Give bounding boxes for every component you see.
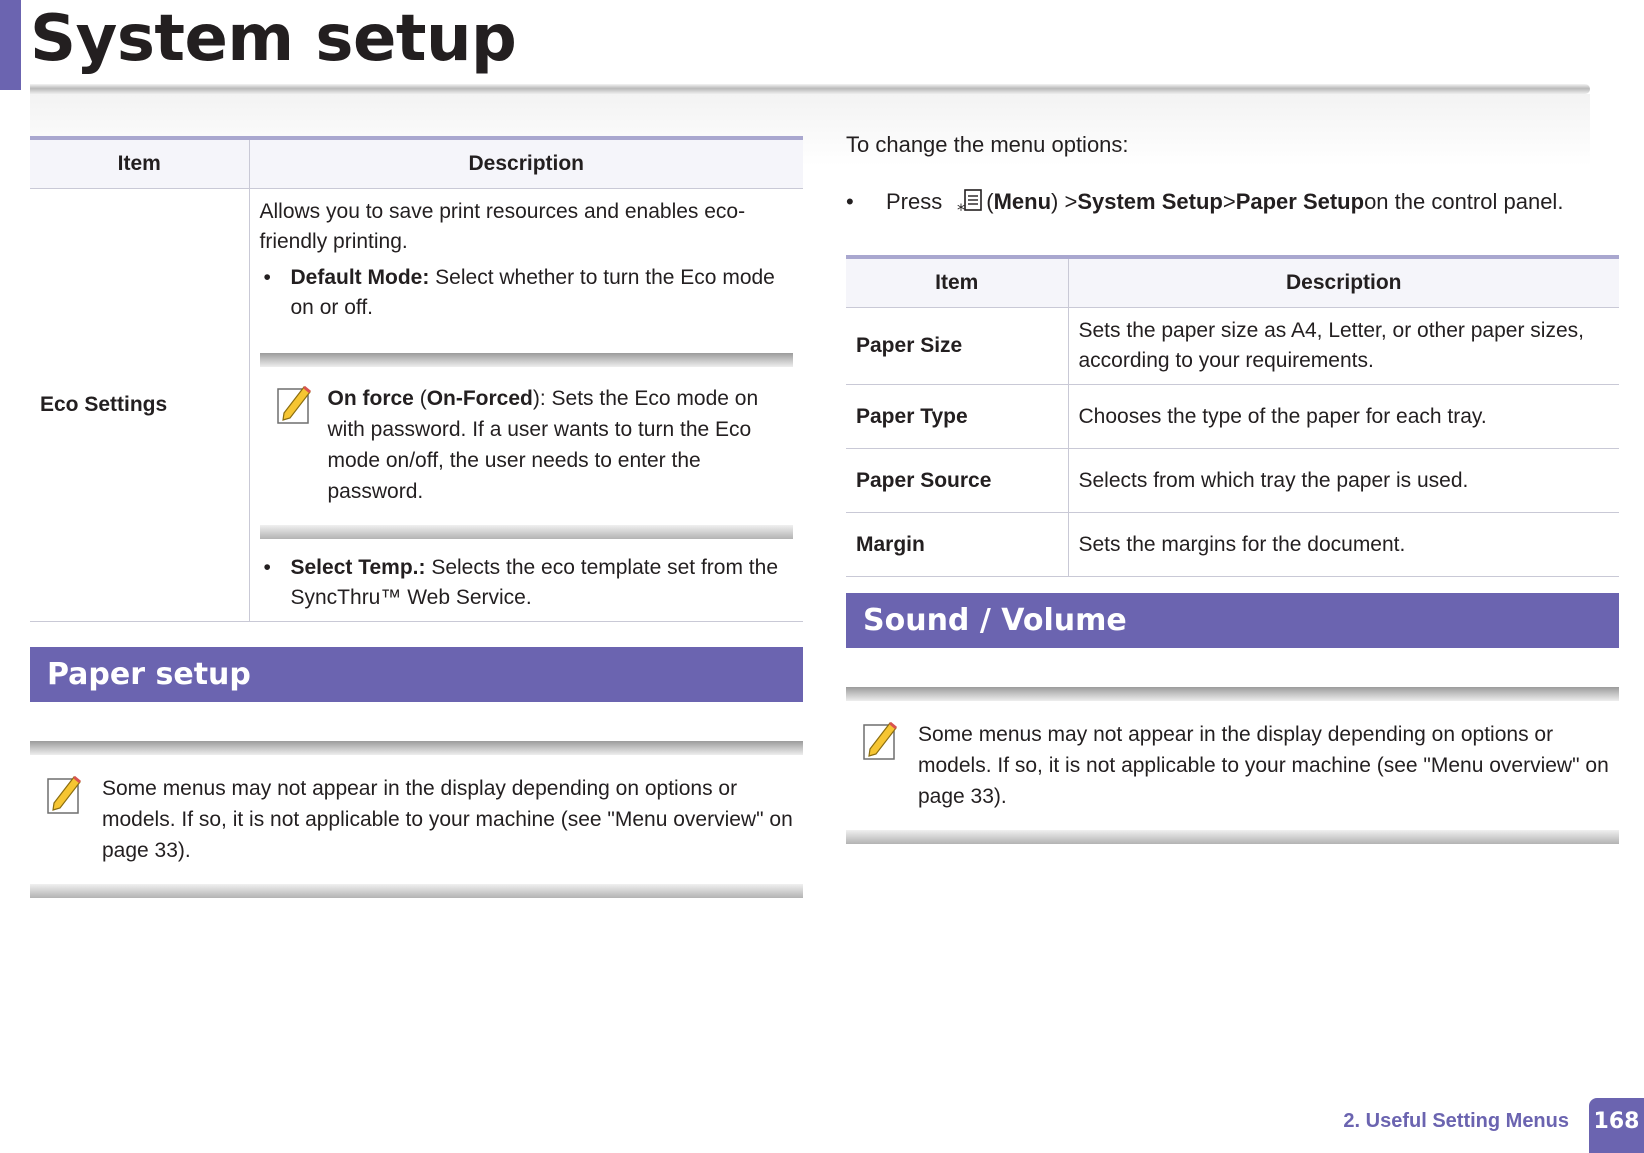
note-bottom-rule [260, 525, 794, 539]
paren-open: ( [986, 189, 994, 214]
page-number: 168 [1589, 1098, 1644, 1153]
menu-label: Menu [993, 189, 1052, 214]
select-temp-text: Selects the eco template set from the SyncThru™ Web Service. [290, 556, 778, 609]
on-force-note [260, 353, 794, 539]
eco-intro: Allows you to save print resources and enables eco-friendly printing. [259, 200, 746, 253]
column-header-item: Item [846, 257, 1068, 308]
table-row [846, 449, 1619, 513]
column-header-description: Description [1068, 257, 1619, 308]
section-header-sound-volume: Sound / Volume [846, 593, 1619, 648]
paper-setup-label: Paper Setup [1235, 189, 1365, 214]
bullet-select-temp [260, 553, 794, 613]
footer-chapter: 2. Useful Setting Menus [1343, 1110, 1569, 1132]
separator-2: > [1222, 189, 1236, 214]
row-description: Chooses the type of the paper for each tray. [1068, 385, 1619, 449]
column-header-item: Item [30, 138, 249, 189]
select-temp-label: Select Temp.: [290, 556, 426, 579]
svg-text:*: * [957, 200, 966, 216]
system-setup-label: System Setup [1077, 189, 1223, 214]
column-header-description: Description [249, 138, 803, 189]
default-mode-label: Default Mode: [290, 266, 430, 289]
instructions-step [846, 188, 1563, 216]
on-force-label: On force [327, 387, 414, 410]
row-description: Sets the paper size as A4, Letter, or other paper sizes, according to your requirements. [1068, 308, 1619, 385]
sound-volume-note-text: Some menus may not appear in the display depending on options or models. If so, it is not applicable to your machine (see "Menu overview" on page 33). [918, 723, 1609, 808]
eco-settings-description [249, 189, 803, 622]
table-row [846, 385, 1619, 449]
header-accent-bar [0, 0, 21, 90]
table-row [846, 513, 1619, 577]
note-bottom-rule [846, 830, 1619, 844]
table-header-row [846, 257, 1619, 308]
on-force-note-text [314, 383, 794, 507]
menu-icon [954, 188, 984, 216]
note-pencil-icon [860, 719, 900, 763]
default-mode-text: Select whether to turn the Eco mode on or off. [290, 266, 775, 319]
bullet-dot: • [263, 556, 271, 579]
note-paren: ( [413, 387, 427, 410]
note-top-rule [846, 687, 1619, 701]
instructions-intro: To change the menu options: [846, 132, 1129, 157]
table-row [846, 308, 1619, 385]
bullet-default-mode [260, 263, 794, 323]
section-header-paper-setup: Paper setup [30, 647, 803, 702]
on-forced-label: On-Forced [426, 387, 533, 410]
on-force-description: ): Sets the Eco mode on with password. If a user wants to turn the Eco mode on/off, the user needs to enter the password. [327, 387, 759, 503]
eco-settings-label: Eco Settings [30, 189, 249, 622]
press-label: Press [886, 189, 943, 214]
paper-setup-note-text: Some menus may not appear in the display depending on options or models. If so, it is not applicable to your machine (see "Menu overview" on page 33). [102, 777, 793, 862]
bullet-content [291, 263, 794, 323]
bullet-dot: • [846, 189, 854, 214]
row-item: Paper Type [846, 385, 1068, 449]
row-item: Paper Size [846, 308, 1068, 385]
sound-volume-note [846, 687, 1619, 844]
note-pencil-icon [274, 383, 314, 427]
bullet-dot: • [263, 266, 271, 289]
table-header-row [30, 138, 803, 189]
separator-1: ) > [1051, 189, 1078, 214]
paper-setup-table [846, 255, 1619, 577]
row-item: Margin [846, 513, 1068, 577]
row-item: Paper Source [846, 449, 1068, 513]
row-description: Sets the margins for the document. [1068, 513, 1619, 577]
bullet-content [291, 553, 794, 613]
note-top-rule [30, 741, 803, 755]
note-bottom-rule [30, 884, 803, 898]
title-rule [30, 84, 1590, 94]
instructions-tail: on the control panel. [1364, 189, 1564, 214]
page-title: System setup [30, 2, 517, 76]
eco-settings-table [30, 136, 803, 622]
note-top-rule [260, 353, 794, 367]
table-row [30, 189, 803, 622]
paper-setup-note [30, 741, 803, 898]
row-description: Selects from which tray the paper is used. [1068, 449, 1619, 513]
note-pencil-icon [44, 773, 84, 817]
